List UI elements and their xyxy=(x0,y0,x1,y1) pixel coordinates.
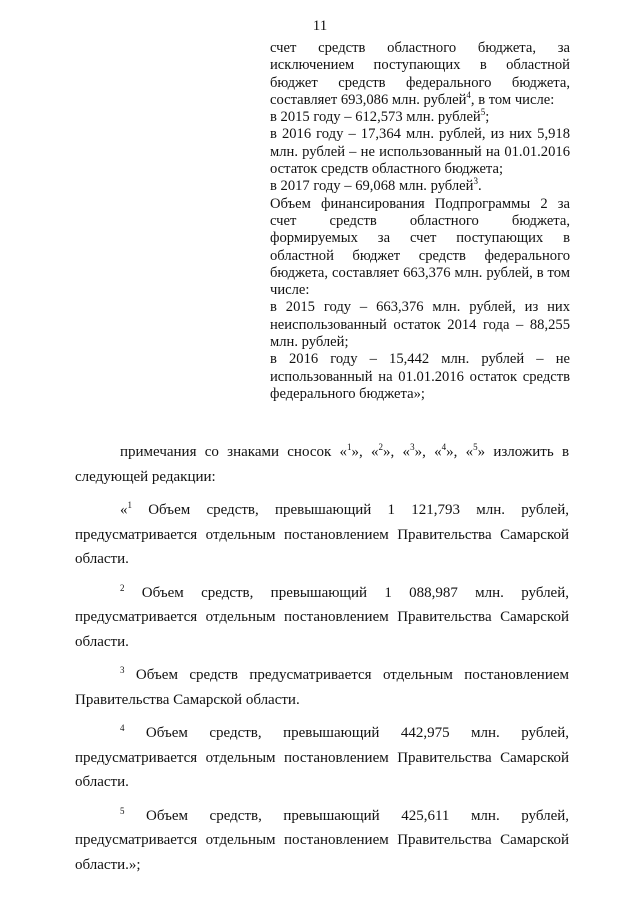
footnote-mark: 3 xyxy=(120,665,125,675)
text: Объем средств предусматривается отдельным постановлением Правительства Самарской области. xyxy=(75,667,569,708)
footnote-mark: 3 xyxy=(473,176,478,187)
paragraph-2015 xyxy=(270,109,570,126)
footnote-mark: 5 xyxy=(473,442,478,452)
paragraph-federal-2016: в 2016 году – 15,442 млн. рублей – не использованный на 01.01.2016 остаток средств федерального бюджета»; xyxy=(270,351,570,402)
paragraph-2016: в 2016 году – 17,364 млн. рублей, из них 5,918 млн. рублей – не использованный на 01.01.2016 остаток средств областного бюджета; xyxy=(270,126,570,178)
footnote-mark: 4 xyxy=(441,442,447,452)
footnote-3 xyxy=(75,663,569,712)
page-number: 11 xyxy=(312,18,328,34)
text: . xyxy=(477,178,482,195)
text: », « xyxy=(351,444,379,460)
footnote-mark: 1 xyxy=(127,500,132,510)
text: в 2017 году – 69,068 млн. рублей xyxy=(270,178,474,195)
text: », « xyxy=(414,444,442,460)
text: счет средств областного бюджета, за исключением поступающих в областной бюджет средств федерального бюджета, составляет 693,086 млн. рублей xyxy=(270,40,570,108)
paragraph-regional-budget-total xyxy=(270,40,570,109)
text: Объем средств, превышающий 1 088,987 млн. рублей, предусматривается отдельным постановлением Правительства Самарской области. xyxy=(75,584,569,650)
text: » изложить в следующей редакции: xyxy=(75,444,570,485)
footnote-mark: 2 xyxy=(378,442,384,452)
intro-paragraph xyxy=(75,440,569,489)
paragraph-subprogram-2-funding: Объем финансирования Подпрограммы 2 за счет средств областного бюджета, формируемых за счет поступающих в областной бюджет средств федерального бюджета, составляет 663,376 млн. рублей, в том числе: xyxy=(270,195,570,299)
text: ; xyxy=(485,109,490,126)
footnote-mark: 4 xyxy=(120,723,125,733)
text: примечания со знаками сносок « xyxy=(120,444,348,460)
footnote-5 xyxy=(75,804,569,878)
text: Объем средств, превышающий 425,611 млн. рублей, предусматривается отдельным постановлением Правительства Самарской области.»; xyxy=(75,807,569,873)
footnote-mark: 4 xyxy=(466,90,471,101)
text: », « xyxy=(383,444,411,460)
footnote-mark: 1 xyxy=(347,442,352,452)
text: , в том числе: xyxy=(470,91,555,108)
paragraph-federal-2015: в 2015 году – 663,376 млн. рублей, из них неиспользованный остаток 2014 года – 88,255 млн. рублей; xyxy=(270,299,570,351)
footnote-mark: 5 xyxy=(120,805,125,816)
paragraph-2017 xyxy=(270,178,570,195)
text: « xyxy=(120,502,128,518)
footnote-mark: 2 xyxy=(120,582,125,593)
text: », « xyxy=(446,444,474,460)
footnote-mark: 5 xyxy=(480,107,486,118)
main-text xyxy=(75,440,569,886)
text: Объем средств, превышающий 442,975 млн. рублей, предусматривается отдельным постановлением Правительства Самарской области. xyxy=(75,725,569,790)
amended-text-block xyxy=(270,40,570,403)
footnote-1 xyxy=(75,498,569,572)
text: Объем средств, превышающий 1 121,793 млн. рублей, предусматривается отдельным постановлением Правительства Самарской области. xyxy=(75,502,569,567)
footnote-2 xyxy=(75,581,569,655)
footnote-4 xyxy=(75,721,569,795)
text: в 2015 году – 612,573 млн. рублей xyxy=(270,109,481,126)
footnote-mark: 3 xyxy=(410,442,415,452)
